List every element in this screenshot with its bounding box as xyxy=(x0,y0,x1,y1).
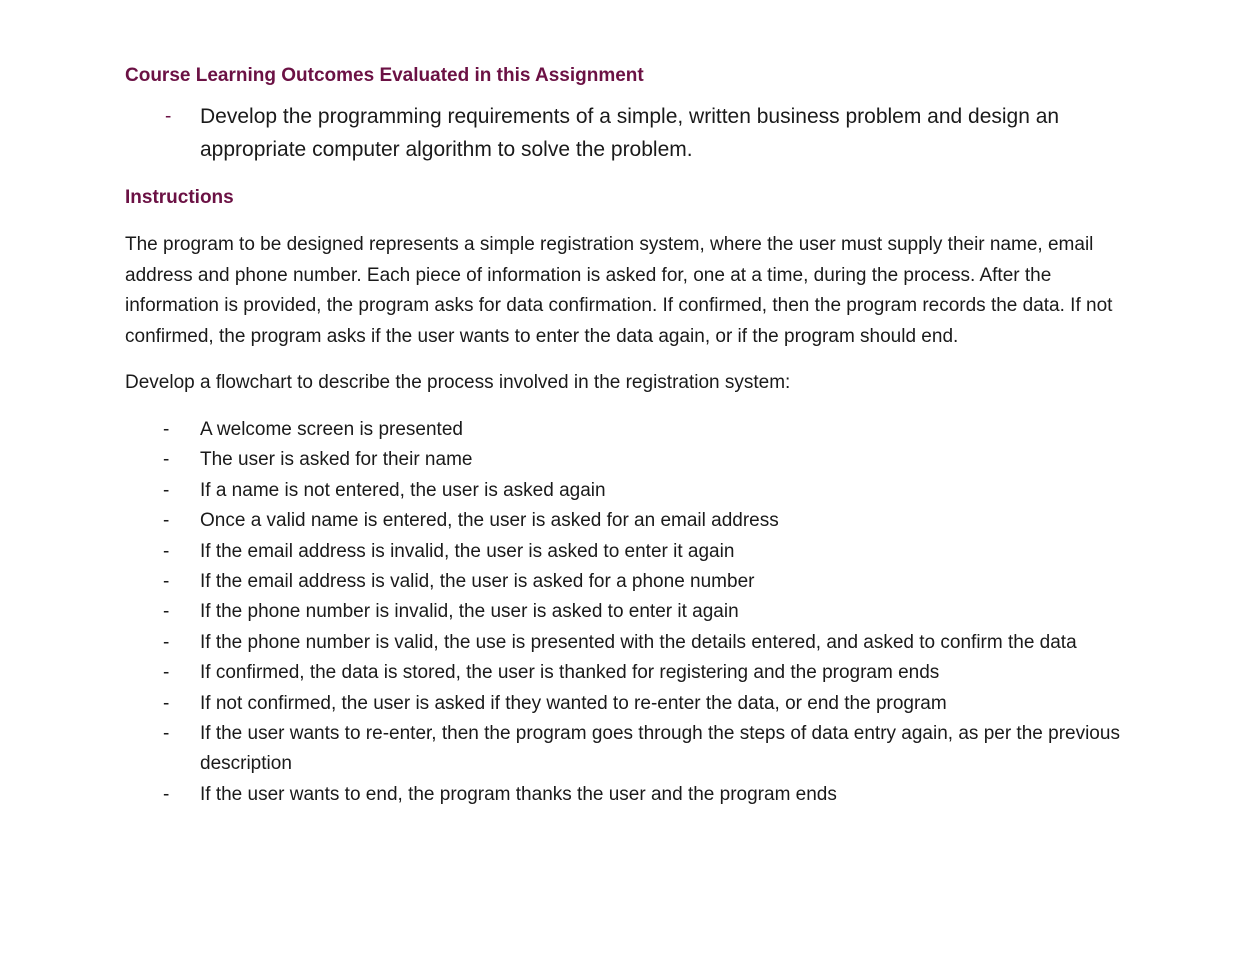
step-item xyxy=(125,415,1125,445)
bullet-dash: - xyxy=(163,449,170,471)
flowchart-intro: Develop a flowchart to describe the process involved in the registration system: xyxy=(125,372,791,394)
bullet-dash: - xyxy=(163,723,170,745)
bullet-dash: - xyxy=(163,692,170,714)
step-text: If the user wants to re-enter, then the program goes through the steps of data entry again, as per the previous description xyxy=(200,723,1120,775)
outcomes-list xyxy=(125,100,1125,166)
step-item xyxy=(125,476,1125,506)
bullet-dash: - xyxy=(163,418,170,440)
bullet-dash: - xyxy=(163,631,170,653)
bullet-dash: - xyxy=(163,783,170,805)
step-item xyxy=(125,567,1125,597)
step-item xyxy=(125,506,1125,536)
outcomes-heading: Course Learning Outcomes Evaluated in this Assignment xyxy=(125,65,644,86)
step-text: If the user wants to end, the program thanks the user and the program ends xyxy=(200,783,837,805)
bullet-dash: - xyxy=(163,510,170,532)
bullet-dash: - xyxy=(163,601,170,623)
step-text: The user is asked for their name xyxy=(200,449,473,471)
step-item xyxy=(125,719,1125,780)
step-text: If confirmed, the data is stored, the user is thanked for registering and the program ends xyxy=(200,662,940,684)
step-text: A welcome screen is presented xyxy=(200,418,463,440)
step-text: If not confirmed, the user is asked if they wanted to re-enter the data, or end the program xyxy=(200,692,947,714)
step-item xyxy=(125,780,1125,810)
step-text: If the email address is valid, the user is asked for a phone number xyxy=(200,571,755,592)
outcome-item xyxy=(125,100,1125,166)
step-item xyxy=(125,445,1125,475)
bullet-dash: - xyxy=(163,479,170,501)
step-text: If the email address is invalid, the user is asked to enter it again xyxy=(200,540,735,562)
program-description: The program to be designed represents a simple registration system, where the user must supply their name, email address and phone number. Each piece of information is asked for, one at a time, during the process. After the information is provided, the program asks for data confirmation. If confirmed, then the program records the data. If not confirmed, the program asks if the user wants to enter the data again, or if the program should end. xyxy=(125,234,1113,347)
step-item xyxy=(125,537,1125,567)
step-item xyxy=(125,628,1125,658)
steps-list xyxy=(125,415,1125,810)
step-text: If the phone number is invalid, the user is asked to enter it again xyxy=(200,601,739,623)
bullet-dash: - xyxy=(165,106,172,127)
instructions-heading: Instructions xyxy=(125,187,234,208)
step-item xyxy=(125,597,1125,627)
bullet-dash: - xyxy=(163,571,170,592)
bullet-dash: - xyxy=(163,662,170,684)
step-item xyxy=(125,689,1125,719)
step-text: Once a valid name is entered, the user is asked for an email address xyxy=(200,510,779,532)
step-text: If a name is not entered, the user is asked again xyxy=(200,479,606,501)
step-text: If the phone number is valid, the use is presented with the details entered, and asked to confirm the data xyxy=(200,631,1077,653)
document-page xyxy=(125,62,1125,810)
bullet-dash: - xyxy=(163,540,170,562)
outcome-text: Develop the programming requirements of a simple, written business problem and design an appropriate computer algorithm to solve the problem. xyxy=(200,105,1060,161)
step-item xyxy=(125,658,1125,688)
